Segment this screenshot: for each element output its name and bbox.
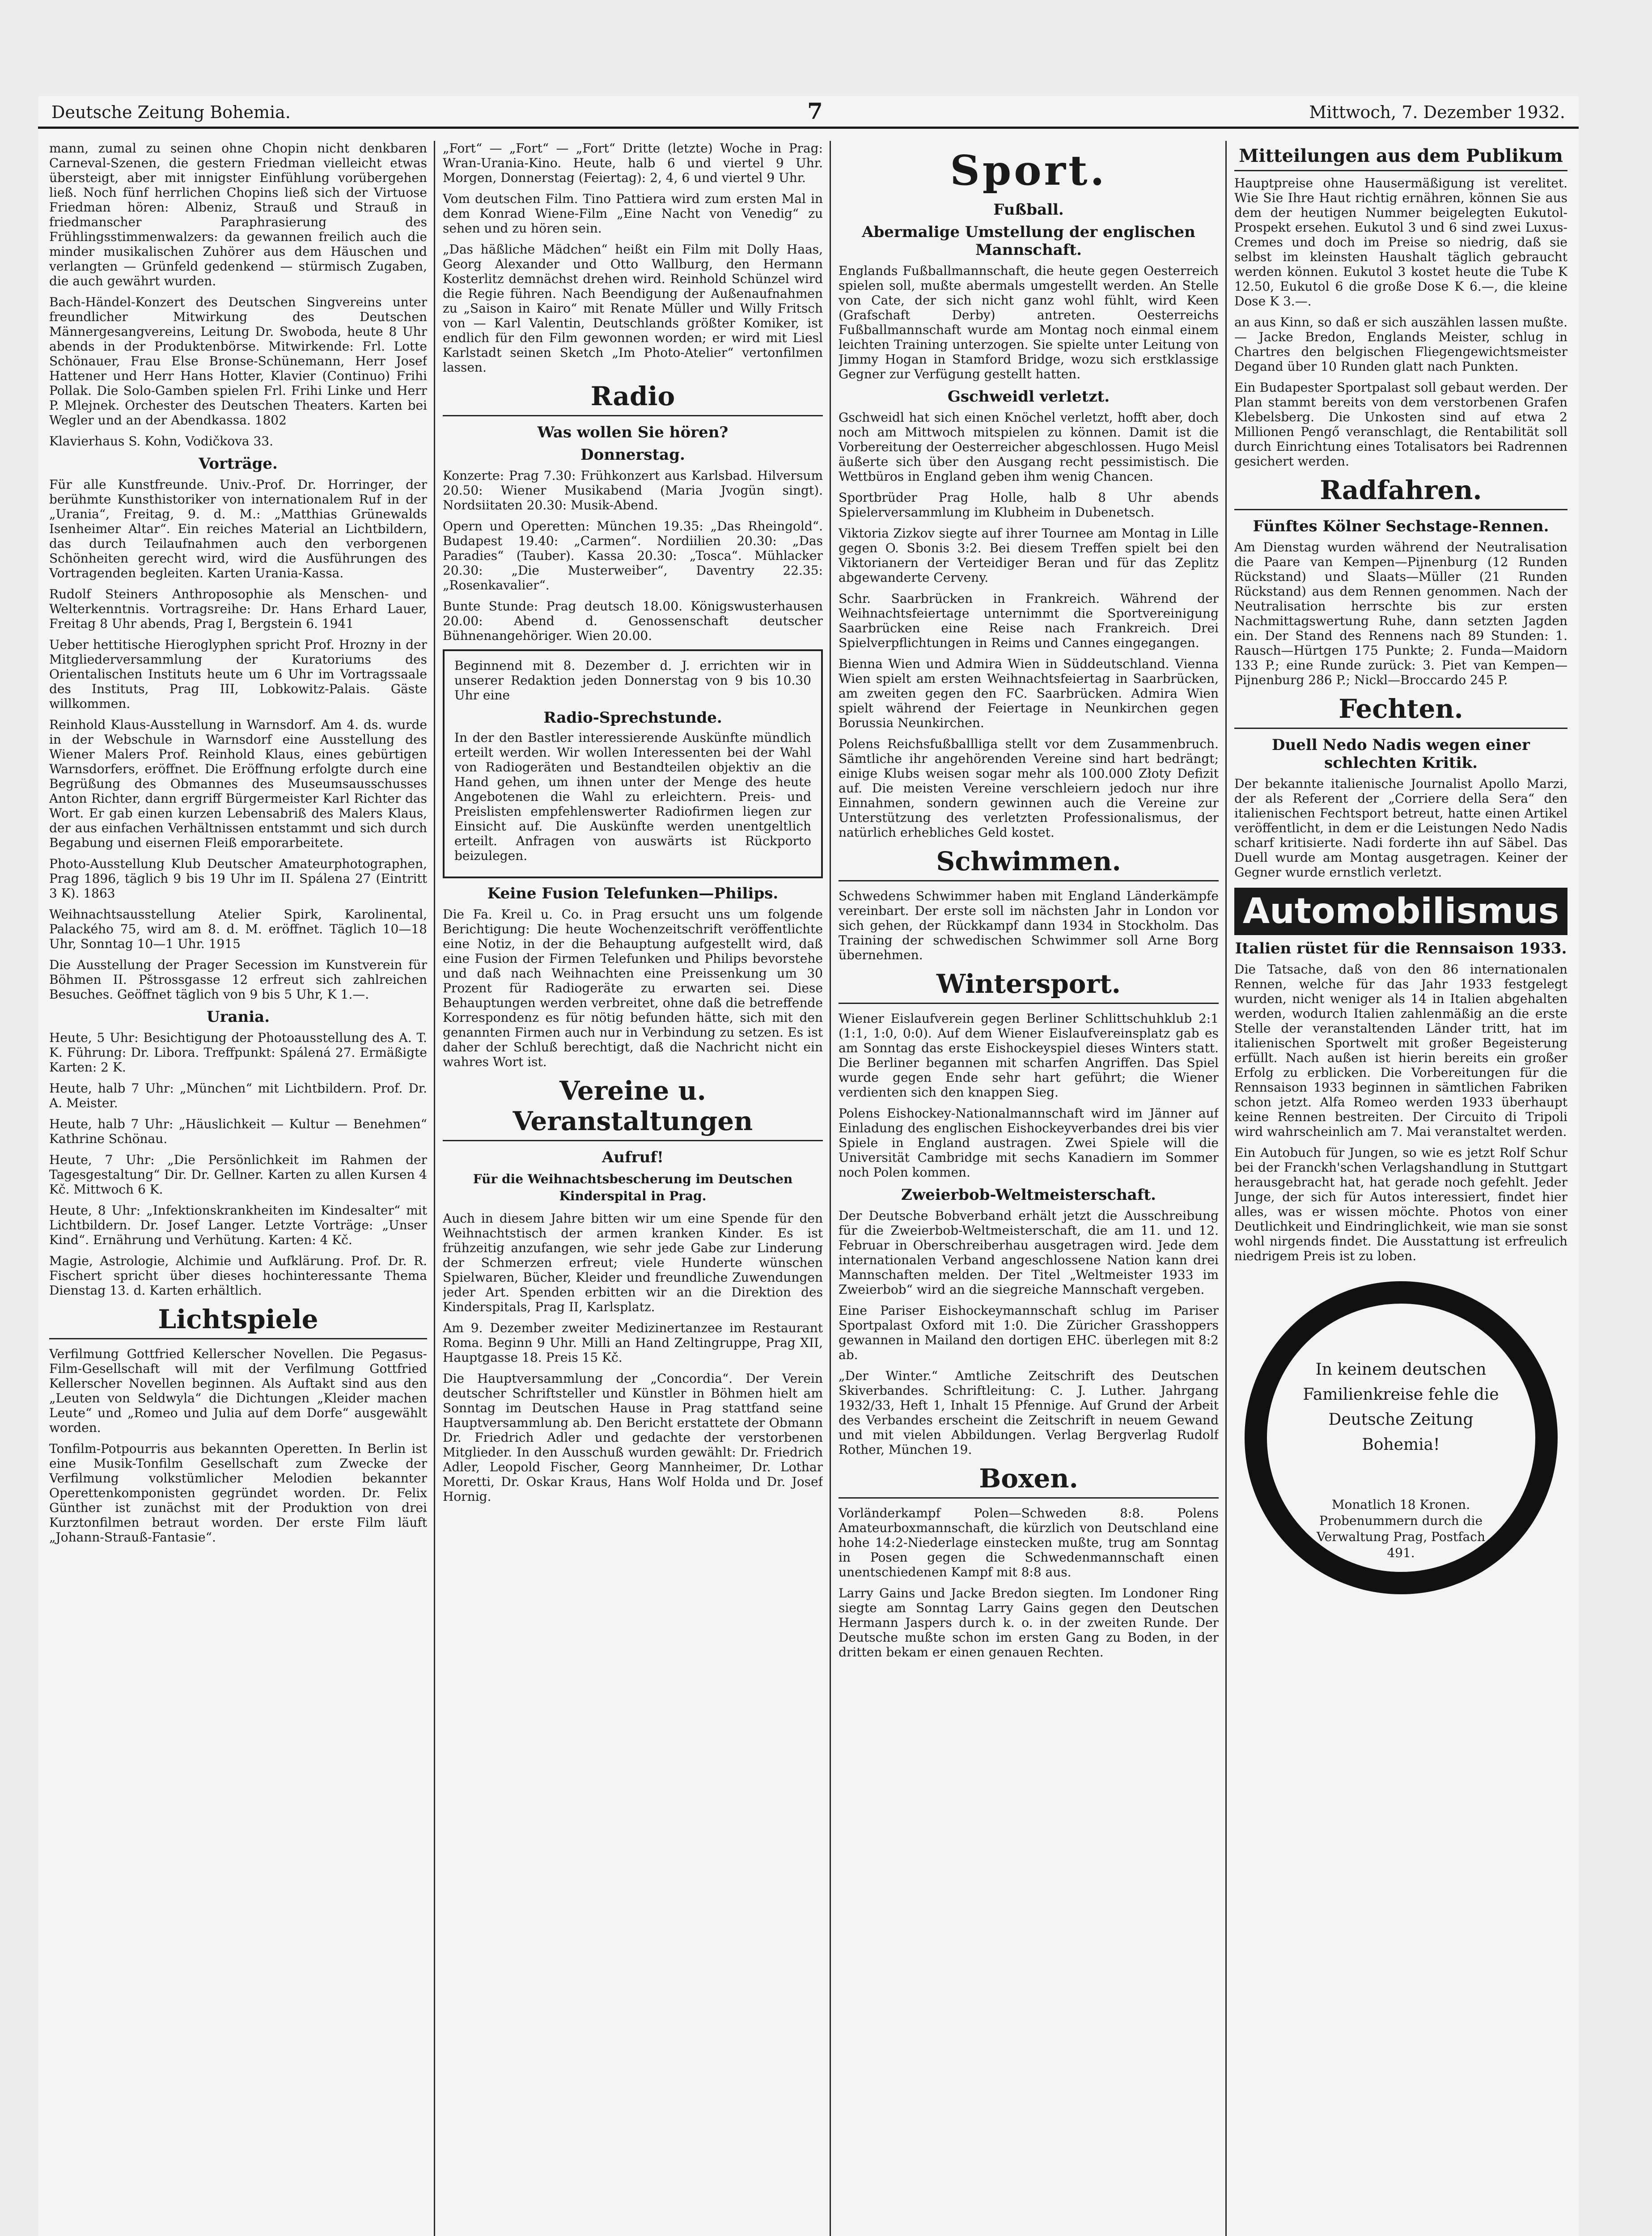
section-heading-urania: Urania. <box>206 1008 270 1026</box>
section-heading-fechten: Fechten. <box>1234 694 1567 729</box>
column-divider <box>830 141 831 2236</box>
article-text: Polens Eishockey-Nationalmannschaft wird im Jänner auf Einladung des englischen Eishockeyverbandes drei bis vier Spiele in England austragen. Zwei Spiele will die Universität Cambridge mit sechs Kanadiern im Sommer noch Polen kommen. <box>839 1106 1219 1180</box>
article-text: Auch in diesem Jahre bitten wir um eine Spende für den Weihnachtstisch der armen kranken Kinder. Es ist frühzeitig anzufangen, wie sehr jede Gabe zur Linderung der Schmerzen erfreut; viele Hunderte wünschen Spielwaren, Bücher, Kleider und freundliche Zuwendungen jeder Art. Spenden erbitten wir an die Direktion des Kinderspitals, Prag II, Karlsplatz. <box>443 1211 823 1314</box>
article-text: Schr. Saarbrücken in Frankreich. Während der Weihnachtsfeiertage unternimmt die Sportvereinigung Saarbrücken eine Reise nach Frankreich. Drei Spielverpflichtungen in Reims und Cannes eingegangen. <box>839 591 1219 650</box>
article-text: Die Hauptversammlung der „Concordia“. Der Verein deutscher Schriftsteller und Künstler in Böhmen hielt am Sonntag im Deutschen Hause in Prag stattfand seine Hauptversammlung ab. Den Bericht erstattete der Obmann Dr. Friedrich Adler und gedachte der verstorbenen Mitglieder. In den Ausschuß wurden gewählt: Dr. Friedrich Adler, Leopold Fischer, Georg Mannheimer, Dr. Lothar Moretti, Dr. Oskar Kraus, Hans Wolf Holda und Dr. Josef Hornig. <box>443 1371 823 1504</box>
newspaper-page <box>38 96 1579 2236</box>
article-text: Ueber hettitische Hieroglyphen spricht Prof. Hrozny in der Mitgliederversammlung der Kuratoriums des Orientalischen Instituts heute um 6 Uhr im Vortragssaale des Instituts, Prag III, Lobkowitz-Palais. Gäste willkommen. <box>49 637 427 711</box>
section-heading-lichtspiele: Lichtspiele <box>49 1304 427 1339</box>
article-text: Am 9. Dezember zweiter Medizinertanzee im Restaurant Roma. Beginn 9 Uhr. Milli an Hand Zeltingruppe, Prag XII, Hauptgasse 18. Preis 15 Kč. <box>443 1321 823 1365</box>
article-text: Verfilmung Gottfried Kellerscher Novellen. Die Pegasus-Film-Gesellschaft will mit der Verfilmung Gottfried Kellerscher Novellen beginnen. Als Auftakt sind aus den „Leuten von Seldwyla“ die Dichtungen „Kleider machen Leute“ und „Romeo und Julia auf dem Dorfe“ ausgewählt worden. <box>49 1347 427 1435</box>
article-text: Magie, Astrologie, Alchimie und Aufklärung. Prof. Dr. R. Fischert spricht über dieses hochinteressante Thema Dienstag 13. d. Karten erhältlich. <box>49 1254 427 1298</box>
masthead <box>38 96 1579 129</box>
article-text: Heute, 7 Uhr: „Die Persönlichkeit im Rahmen der Tagesgestaltung“ Dir. Dr. Gellner. Karten zu allen Kursen 4 Kč. Mittwoch 6 K. <box>49 1152 427 1197</box>
ad-contact-line: Probenummern durch die Verwaltung Prag, Postfach 491. <box>1317 1513 1485 1560</box>
aufruf-subtitle: Für die Weihnachtsbescherung im Deutschen Kinderspital in Prag. <box>473 1172 793 1203</box>
article-text: Hauptpreise ohne Hausermäßigung ist verelitet. Wie Sie Ihre Haut richtig ernähren, können Sie aus dem der heutigen Nummer beigelegten Eukutol-Prospekt ersehen. Eukutol 3 und 6 sind zwei Luxus-Cremes und doch im Preise so niedrig, daß sie selbst im kleinsten Haushalt täglich gebraucht werden können. Eukutol 3 kostet heute die Tube K 12.50, Eukutol 6 die große Dose K 6.—, die kleine Dose K 3.—. <box>1234 176 1567 309</box>
article-text: Die Tatsache, daß von den 86 internationalen Rennen, welche für das Jahr 1933 festgelegt wurden, nicht weniger als 14 in Italien abgehalten werden, wodurch Italien zahlenmäßig an die erste Stelle der veranstaltenden Länder tritt, hat im italienischen Sportwelt mit großer Begeisterung erfüllt. Nach außen ist hierin bereits ein großer Erfolg zu erblicken. Die Vorbereitungen für die Rennsaison 1933 beginnen in sämtlichen Fabriken schon jetzt. Alfa Romeo werden 1933 überhaupt keine Rennen bestreiten. Der Circuito di Tripoli wird wahrscheinlich am 7. Mai veranstaltet werden. <box>1234 962 1567 1139</box>
article-text: Photo-Ausstellung Klub Deutscher Amateurphotographen, Prag 1896, täglich 9 bis 19 Uhr im II. Spálena 27 (Eintritt 3 K). 1863 <box>49 856 427 901</box>
masthead-title: Deutsche Zeitung Bohemia. <box>51 102 291 122</box>
subheading-fussball: Fußball. <box>993 201 1064 219</box>
article-text: Am Dienstag wurden während der Neutralisation die Paare van Kempen—Pijnenburg (12 Runden Rückstand) und Slaats—Müller (21 Runden Rückstand) aus dem Rennen genommen. Nach der Neutralisation herrschte bis zur ersten Nachmittagswertung Ruhe, dann setzten Jagden ein. Der Stand des Rennens nach 89 Stunden: 1. Rausch—Hürtgen 175 Punkte; 2. Funda—Maidorn 133 P.; eine Runde zurück: 3. Piet van Kempen—Pijnenburg 286 P.; Nickl—Broccardo 245 P. <box>1234 540 1567 687</box>
column-3 <box>839 141 1219 2236</box>
section-heading-schwimmen: Schwimmen. <box>839 846 1219 881</box>
article-text: Heute, 5 Uhr: Besichtigung der Photoausstellung des A. T. K. Führung: Dr. Libora. Treffpunkt: Spálená 27. Ermäßigte Karten: 2 K. <box>49 1030 427 1075</box>
section-heading-radio: Radio <box>443 381 823 416</box>
article-text: Klavierhaus S. Kohn, Vodičkova 33. <box>49 434 274 449</box>
section-heading-sport: Sport. <box>950 146 1107 195</box>
section-heading-radfahren: Radfahren. <box>1234 475 1567 510</box>
column-divider <box>434 141 435 2236</box>
article-text: Ein Autobuch für Jungen, so wie es jetzt Rolf Schur bei der Franckh'schen Verlagshandlung in Stuttgart herausgebracht hat, hat gerade noch gefehlt. Jeder Junge, der sich für Autos interessiert, findet hier alles, was er wissen möchte. Photos von einer Deutlichkeit und Eindringlichkeit, wie man sie sonst wohl nirgends findet. Die Ausstattung ist erfreulich niedrigem Preis ist zu loben. <box>1234 1145 1567 1263</box>
subheading-aufruf: Aufruf! <box>602 1148 664 1166</box>
article-text: Weihnachtsausstellung Atelier Spirk, Karolinental, Palackého 75, wird am 8. d. M. eröffnet. Täglich 10—18 Uhr, Sonntag 10—1 Uhr. 1915 <box>49 907 427 951</box>
article-text: Eine Pariser Eishockeymannschaft schlug im Pariser Sportpalast Oxford mit 1:0. Die Züricher Grasshoppers gewannen in Mailand den dortigen EHC. überlegen mit 8:2 ab. <box>839 1303 1219 1362</box>
article-text: Rudolf Steiners Anthroposophie als Menschen- und Welterkenntnis. Vortragsreihe: Dr. Hans Erhard Lauer, Freitag 8 Uhr abends, Prag I, Bergstein 6. 1941 <box>49 587 427 631</box>
radio-day: Donnerstag. <box>580 446 685 464</box>
subheading-fusion: Keine Fusion Telefunken—Philips. <box>487 885 779 902</box>
section-heading-mitteilungen: Mitteilungen aus dem Publikum <box>1234 145 1567 171</box>
ad-ring-text: In keinem deutschen Familienkreise fehle die Deutsche Zeitung Bohemia! <box>1303 1360 1499 1454</box>
article-text: Viktoria Zizkov siegte auf ihrer Tournee am Montag in Lille gegen O. Sbonis 3:2. Bei diesem Treffen spielt bei den Viktorianern der Verteidiger Beran und für das Zeplitz abgewanderte Cerveny. <box>839 526 1219 585</box>
section-heading-vortraege: Vorträge. <box>199 455 278 473</box>
article-text: Heute, 8 Uhr: „Infektionskrankheiten im Kindesalter“ mit Lichtbildern. Dr. Josef Langer. Letzte Vorträge: „Unser Kind“. Ernährung und Verhütung. Karten: 4 Kč. <box>49 1203 427 1247</box>
subheading-gschweidl: Gschweidl verletzt. <box>947 388 1110 406</box>
article-text: „Fort“ — „Fort“ — „Fort“ Dritte (letzte) Woche in Prag: Wran-Urania-Kino. Heute, halb 6 und viertel 9 Uhr. Morgen, Donnerstag (Feiertag): 2, 4, 6 und viertel 9 Uhr. <box>443 141 823 185</box>
subheading-duell: Duell Nedo Nadis wegen einer schlechten Kritik. <box>1272 736 1530 772</box>
section-heading-vereine: Vereine u. Veranstaltungen <box>443 1076 823 1141</box>
subheading-italien: Italien rüstet für die Rennsaison 1933. <box>1235 940 1567 957</box>
box-heading: Radio-Sprechstunde. <box>543 709 722 727</box>
section-heading-automobilismus: Automobilismus <box>1234 888 1567 935</box>
subscription-ad <box>1245 1281 1558 1594</box>
article-text: Polens Reichsfußballliga stellt vor dem Zusammenbruch. Sämtliche ihr angehörenden Vereine sind hart bedrängt; einige Klubs weisen sogar mehr als 100.000 Złoty Defizit auf. Die meisten Vereine verschleiern jedoch nur ihre Einnahmen, sondern gewinnen auch die Vereine zur Unterstützung des verletzten Professionalismus, der natürlich erhebliches Geld kostet. <box>839 737 1219 840</box>
article-text: Vorländerkampf Polen—Schweden 8:8. Polens Amateurboxmannschaft, die kürzlich von Deutschland eine hohe 14:2-Niederlage einstecken mußte, trug am Sonntag in Posen gegen die Schwedenmannschaft einen unentschiedenen Kampf mit 8:8 aus. <box>839 1506 1219 1580</box>
subheading-umstellung: Abermalige Umstellung der englischen Mannschaft. <box>862 223 1195 259</box>
ad-price-line: Monatlich 18 Kronen. <box>1331 1497 1470 1512</box>
column-divider <box>1225 141 1227 2236</box>
article-text: Die Ausstellung der Prager Secession im Kunstverein für Böhmen II. Pštrossgasse 12 erfreut sich zahlreichen Besuches. Geöffnet täglich von 9 bis 5 Uhr, K 1.—. <box>49 957 427 1002</box>
article-text: Wiener Eislaufverein gegen Berliner Schlittschuhklub 2:1 (1:1, 1:0, 0:0). Auf dem Wiener Eislaufvereinsplatz gab es am Sonntag das erste Eishockeyspiel dieses Winters statt. Die Berliner begannen mit scharfen Angriffen. Das Spiel wurde gegen Ende sehr hart geführt; die Wiener verdienten sich den knappen Sieg. <box>839 1011 1219 1100</box>
page-number: 7 <box>807 98 823 124</box>
article-text: Tonfilm-Potpourris aus bekannten Operetten. In Berlin ist eine Musik-Tonfilm Gesellschaft zum Zwecke der Verfilmung volkstümlicher Melodien bekannter Operettenkomponisten gegründet worden. Dr. Felix Günther ist zunächst mit der Produktion von drei Kurztonfilmen betraut worden. Der erste Film läuft „Johann-Strauß-Fantasie“. <box>49 1441 427 1545</box>
article-text: „Das häßliche Mädchen“ heißt ein Film mit Dolly Haas, Georg Alexander und Otto Wallburg, den Hermann Kosterlitz demnächst drehen wird. Reinhold Schünzel wird die Regie führen. Nach Beendigung der Außenaufnahmen zu „Saison in Kairo“ mit Renate Müller und Willy Fritsch von — Karl Valentin, Deutschlands größter Komiker, ist endlich für den Film gewonnen worden; er wird mit Liesl Karlstadt seinen Sketch „Im Photo-Atelier“ vertonfilmen lassen. <box>443 242 823 375</box>
article-text: „Der Winter.“ Amtliche Zeitschrift des Deutschen Skiverbandes. Schriftleitung: C. J. Luther. Jahrgang 1932/33, Heft 1, Inhalt 15 Pfennige. Auf Grund der Arbeit des Verbandes erscheint die Zeitschrift in neuem Gewand und mit vielen Abbildungen. Verlag Bergverlag Rudolf Rother, München 19. <box>839 1368 1219 1457</box>
subheading-zweierbob: Zweierbob-Weltmeisterschaft. <box>901 1186 1156 1204</box>
article-text: Die Fa. Kreil u. Co. in Prag ersucht uns um folgende Berichtigung: Die heute Wochenzeitschrift veröffentlichte eine Notiz, in der die Behauptung aufgestellt wird, daß eine Fusion der Firmen Telefunken und Philips bevorstehe und daß nach Weihnachten eine Preissenkung um 30 Prozent für Radiogeräte zu erwarten sei. Diese Behauptungen werden verbreitet, ohne daß die betreffende Korrespondenz es für nötig befunden hätte, sich mit den genannten Firmen auch nur in Verbindung zu setzen. Es ist daher der Schluß berechtigt, daß die Nachricht nicht ein wahres Wort ist. <box>443 907 823 1069</box>
article-text: Gschweidl hat sich einen Knöchel verletzt, hofft aber, doch noch am Mittwoch mitspielen zu können. Damit ist die Vorbereitung der Oesterreicher abgeschlossen. Hugo Meisl äußerte sich über den Ausgang recht pessimistisch. Die Wettbüros in England geben ihm wenig Chancen. <box>839 410 1219 484</box>
column-2 <box>443 141 823 2236</box>
article-text: Für alle Kunstfreunde. Univ.-Prof. Dr. Horringer, der berühmte Kunsthistoriker von internationalem Ruf in der „Urania“, Freitag, 9. d. M.: „Matthias Grünewalds Isenheimer Altar“. Ein reiches Material an Lichtbildern, das durch Teilaufnahmen auch den verborgenen Schönheiten gerecht wird, wird die Ausführungen des Vortragenden begleiten. Karten Urania-Kassa. <box>49 477 427 580</box>
article-text: mann, zumal zu seinen ohne Chopin nicht denkbaren Carneval-Szenen, die gestern Friedman vielleicht etwas übersteigt, aber mit innigster Einfühlung vorübergehen ließ. Noch fünf herrlichen Chopins ließ sich der Virtuose Friedman hören: Albeniz, Strauß und Strauß in friedmanscher Paraphrasierung des Frühlingsstimmenwalzers: da gewannen freilich auch die minder musikalischen Zuhörer aus dem Häuschen und verlangten — Grünfeld gedenkend — stürmisch Zugaben, die auch gewährt wurden. <box>49 141 427 288</box>
article-text: Der Deutsche Bobverband erhält jetzt die Ausschreibung für die Zweierbob-Weltmeisterschaft, die am 11. und 12. Februar in Oberschreiberhau ausgetragen wird. Jede dem internationalen Verband angeschlossene Nation kann drei Mannschaften melden. Der Titel „Weltmeister 1933 im Zweierbob“ wird an die siegreiche Mannschaft vergeben. <box>839 1208 1219 1297</box>
article-text: Bunte Stunde: Prag deutsch 18.00. Königswusterhausen 20.00: Abend d. Genossenschaft deutscher Bühnenangehöriger. Wien 20.00. <box>443 599 823 643</box>
article-text: Opern und Operetten: München 19.35: „Das Rheingold“. Budapest 19.40: „Carmen“. Nordiilien 20.30: „Das Paradies“ (Tauber). Kassa 20.30: „Tosca“. Mühlacker 20.30: „Die Musterweiber“, Daventry 22.35: „Rosenkavalier“. <box>443 519 823 593</box>
article-text: Heute, halb 7 Uhr: „München“ mit Lichtbildern. Prof. Dr. A. Meister. <box>49 1081 427 1110</box>
masthead-date: Mittwoch, 7. Dezember 1932. <box>1309 102 1565 122</box>
article-text: an aus Kinn, so daß er sich auszählen lassen mußte. — Jacke Bredon, Englands Meister, schlug in Chartres den belgischen Fliegengewichtsmeister Degand über 10 Runden glatt nach Punkten. <box>1234 315 1567 374</box>
article-text: Larry Gains und Jacke Bredon siegten. Im Londoner Ring siegte am Sonntag Larry Gains gegen den Deutschen Hermann Jaspers durch k. o. in der zweiten Runde. Der Deutsche mußte schon im ersten Gang zu Boden, in der dritten bekam er einen genauen Rechten. <box>839 1586 1219 1660</box>
section-heading-wintersport: Wintersport. <box>839 969 1219 1004</box>
article-text: Bienna Wien und Admira Wien in Süddeutschland. Vienna Wien spielt am ersten Weihnachtsfeiertag in Saarbrücken, am zweiten gegen den FC. Saarbrücken. Admira Wien spielt während der Feiertage in Neunkirchen gegen Borussia Neunkirchen. <box>839 656 1219 730</box>
subheading-koelner: Fünftes Kölner Sechstage-Rennen. <box>1253 517 1549 535</box>
section-heading-boxen: Boxen. <box>839 1463 1219 1499</box>
radio-sprechstunde-box <box>443 649 823 878</box>
subheading-hoeren: Was wollen Sie hören? <box>537 423 729 441</box>
article-text: Konzerte: Prag 7.30: Frühkonzert aus Karlsbad. Hilversum 20.50: Wiener Musikabend (Maria Jvogün singt). Nordsiitaten 20.30: Musik-Abend. <box>443 468 823 512</box>
column-1 <box>49 141 427 2236</box>
article-text: Bach-Händel-Konzert des Deutschen Singvereins unter freundlicher Mitwirkung des Deutschen Männergesangvereins, Leitung Dr. Swoboda, heute 8 Uhr abends in der Produktenbörse. Mitwirkende: Frl. Lotte Schönauer, Frau Else Bronse-Schünemann, Herr Josef Hattener und Herr Hans Hotter, Klavier (Continuo) Frihi Pollak. Die Solo-Gamben spielen Frl. Frihi Linke und Herr P. Mlejnek. Orchester des Deutschen Theaters. Karten bei Wegler und an der Abendkassa. 1802 <box>49 295 427 428</box>
article-text: Heute, halb 7 Uhr: „Häuslichkeit — Kultur — Benehmen“ Kathrine Schönau. <box>49 1117 427 1146</box>
article-text: Sportbrüder Prag Holle, halb 8 Uhr abends Spielerversammlung im Klubheim in Dubenetsch. <box>839 490 1219 520</box>
ad-price <box>1312 1497 1491 1561</box>
article-text: Ein Budapester Sportpalast soll gebaut werden. Der Plan stammt bereits von dem verstorbenen Grafen Klebelsberg. Die Unkosten sind auf etwa 2 Millionen Pengő veranschlagt, die Rentabilität soll durch Einrichtung eines Totalisators bei Radrennen gesichert werden. <box>1234 380 1567 469</box>
article-text: Der bekannte italienische Journalist Apollo Marzi, der als Referent der „Corriere della Sera“ den italienischen Fechtsport betreut, hatte einen Artikel veröffentlicht, in dem er die Leistungen Nedo Nadis scharf kritisierte. Nadi forderte ihn auf Säbel. Das Duell wurde am Montag ausgetragen. Keiner der Gegner wurde ernstlich verletzt. <box>1234 776 1567 880</box>
box-text: In der den Bastler interessierende Auskünfte mündlich erteilt werden. Wir wollen Interessenten bei der Wahl von Radiogeräten und Bestandteilen objektiv an die Hand gehen, um ihnen unter der Menge des heute Angebotenen die Wahl zu erleichtern. Preis- und Preislisten empfehlenswerter Radiofirmen liegen zur Einsicht auf. Die Auskünfte werden unentgeltlich erteilt. Anfragen von auswärts ist Rückporto beizulegen. <box>454 730 811 863</box>
article-text: Schwedens Schwimmer haben mit England Länderkämpfe vereinbart. Der erste soll im nächsten Jahr in London vor sich gehen, der Rückkampf dann 1934 in Stockholm. Das Training der schwedischen Schwimmer soll Arne Borg übernehmen. <box>839 889 1219 962</box>
box-text: Beginnend mit 8. Dezember d. J. errichten wir in unserer Redaktion jeden Donnerstag von 9 bis 10.30 Uhr eine <box>454 658 811 703</box>
article-text: Vom deutschen Film. Tino Pattiera wird zum ersten Mal in dem Konrad Wiene-Film „Eine Nacht von Venedig“ zu sehen und zu hören sein. <box>443 191 823 236</box>
column-4 <box>1234 141 1567 2236</box>
article-text: Englands Fußballmannschaft, die heute gegen Oesterreich spielen soll, mußte abermals umgestellt werden. An Stelle von Cate, der sich nicht ganz wohl fühlt, wird Keen (Grafschaft Derby) antreten. Oesterreichs Fußballmannschaft wurde am Montag noch einmal einem leichten Training unterzogen. Sie spielte unter Leitung von Jimmy Hogan in Stamford Bridge, wozu sich erstklassige Gegner zur Verfügung gestellt hatten. <box>839 263 1219 381</box>
article-text: Reinhold Klaus-Ausstellung in Warnsdorf. Am 4. ds. wurde in der Webschule in Warnsdorf eine Ausstellung des Wiener Malers Prof. Reinhold Klaus, eines gebürtigen Warnsdorfers, eröffnet. Die Eröffnung erfolgte durch eine Begrüßung des Obmannes des Museumsausschusses Anton Richter, dann ergriff Bürgermeister Karl Richter das Wort. Er gab einen kurzen Lebensabriß des Malers Klaus, der aus einfachen Verhältnissen entstammt und sich durch Begabung und eisernen Fleiß emporarbeitete. <box>49 717 427 850</box>
